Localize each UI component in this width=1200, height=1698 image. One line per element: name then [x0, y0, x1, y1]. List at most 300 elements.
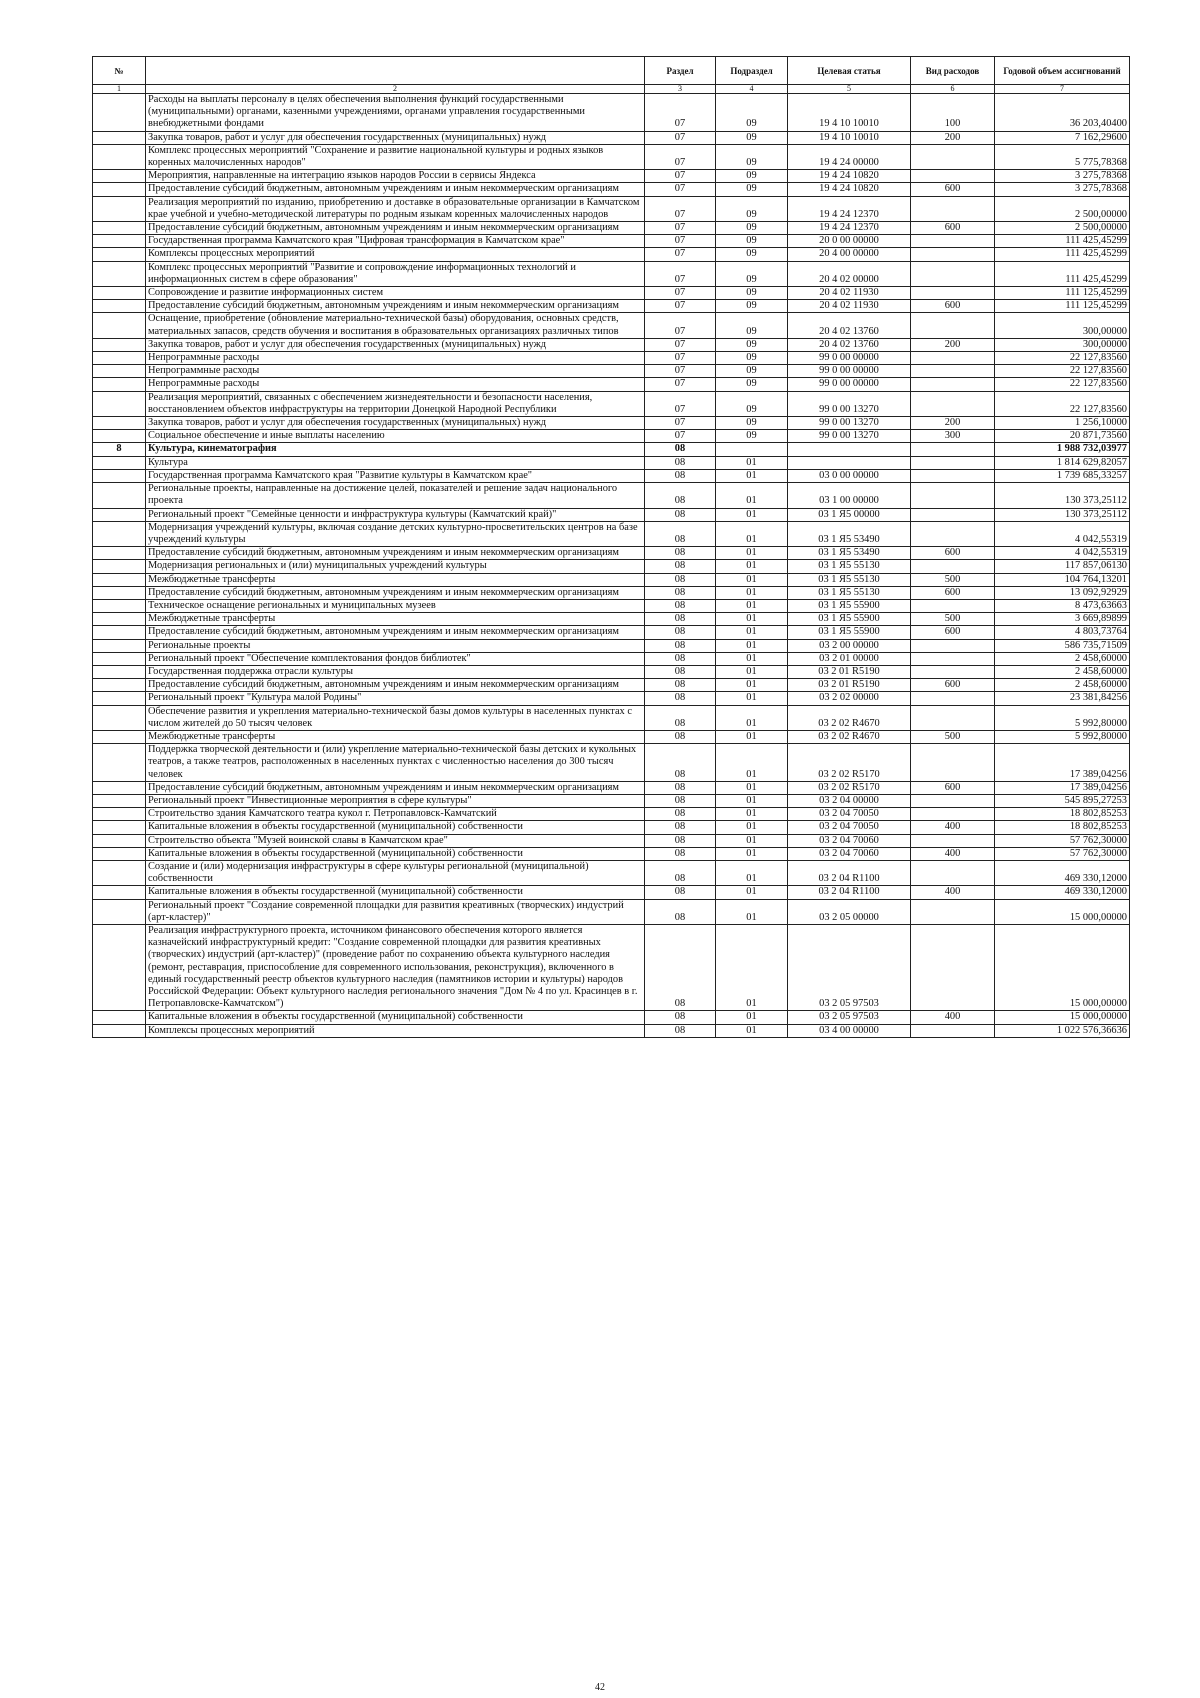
row-number [93, 1011, 146, 1024]
row-expense-type [911, 144, 995, 169]
row-number [93, 508, 146, 521]
row-name: Межбюджетные трансферты [146, 613, 645, 626]
row-subsection: 01 [716, 821, 788, 834]
row-name: Региональный проект "Создание современной площадки для развития креативных (творческих) индустрий (арт-кластер)" [146, 899, 645, 924]
row-name: Региональный проект "Инвестиционные мероприятия в сфере культуры" [146, 794, 645, 807]
row-subsection: 01 [716, 521, 788, 546]
row-amount: 111 425,45299 [995, 248, 1130, 261]
row-number [93, 692, 146, 705]
table-row [93, 821, 1130, 834]
row-name: Комплекс процессных мероприятий "Развитие и сопровождение информационных технологий и информационных систем в сфере образования" [146, 261, 645, 286]
row-amount: 18 802,85253 [995, 821, 1130, 834]
row-expense-type [911, 1024, 995, 1037]
table-row [93, 639, 1130, 652]
row-expense-type: 600 [911, 586, 995, 599]
row-section: 08 [645, 834, 716, 847]
row-name: Предоставление субсидий бюджетным, автономным учреждениям и иным некоммерческим организациям [146, 586, 645, 599]
row-target-article: 20 4 02 00000 [788, 261, 911, 286]
table-row [93, 144, 1130, 169]
table-row [93, 586, 1130, 599]
row-target-article [788, 456, 911, 469]
row-number [93, 808, 146, 821]
table-row [93, 705, 1130, 730]
row-expense-type: 600 [911, 626, 995, 639]
table-row [93, 652, 1130, 665]
row-name: Закупка товаров, работ и услуг для обеспечения государственных (муниципальных) нужд [146, 338, 645, 351]
row-section: 08 [645, 652, 716, 665]
row-name: Государственная программа Камчатского края "Развитие культуры в Камчатском крае" [146, 469, 645, 482]
row-expense-type [911, 599, 995, 612]
table-row [93, 313, 1130, 338]
row-number [93, 886, 146, 899]
row-section: 08 [645, 692, 716, 705]
row-amount: 17 389,04256 [995, 781, 1130, 794]
table-row [93, 679, 1130, 692]
row-number [93, 560, 146, 573]
row-number [93, 417, 146, 430]
row-section: 07 [645, 313, 716, 338]
row-amount: 3 275,78368 [995, 183, 1130, 196]
table-row [93, 391, 1130, 416]
row-amount: 300,00000 [995, 338, 1130, 351]
row-expense-type [911, 313, 995, 338]
table-row [93, 886, 1130, 899]
row-number [93, 679, 146, 692]
table-row [93, 417, 1130, 430]
row-subsection: 01 [716, 781, 788, 794]
row-expense-type [911, 365, 995, 378]
row-expense-type: 600 [911, 781, 995, 794]
row-expense-type: 600 [911, 679, 995, 692]
row-number [93, 860, 146, 885]
row-target-article: 19 4 24 12370 [788, 222, 911, 235]
row-expense-type [911, 287, 995, 300]
row-amount: 111 425,45299 [995, 261, 1130, 286]
row-name: Оснащение, приобретение (обновление материально-технической базы) оборудования, основных средств, материальных запасов, средств обучения и воспитания в образовательных организациях различных типов [146, 313, 645, 338]
row-target-article: 20 0 00 00000 [788, 235, 911, 248]
row-amount: 1 256,10000 [995, 417, 1130, 430]
row-section: 08 [645, 665, 716, 678]
table-row [93, 626, 1130, 639]
row-number [93, 1024, 146, 1037]
table-row [93, 613, 1130, 626]
row-expense-type: 400 [911, 821, 995, 834]
row-subsection: 01 [716, 1011, 788, 1024]
row-number [93, 794, 146, 807]
column-number: 6 [911, 85, 995, 94]
row-amount: 104 764,13201 [995, 573, 1130, 586]
row-subsection: 09 [716, 417, 788, 430]
row-expense-type: 600 [911, 222, 995, 235]
row-target-article: 20 4 02 11930 [788, 287, 911, 300]
row-subsection: 09 [716, 94, 788, 132]
table-row [93, 235, 1130, 248]
table-row [93, 287, 1130, 300]
row-amount: 22 127,83560 [995, 352, 1130, 365]
row-section: 07 [645, 365, 716, 378]
row-amount: 57 762,30000 [995, 834, 1130, 847]
row-expense-type: 400 [911, 847, 995, 860]
table-row [93, 183, 1130, 196]
row-target-article: 03 1 Я5 55900 [788, 613, 911, 626]
row-amount: 2 500,00000 [995, 196, 1130, 221]
row-number [93, 430, 146, 443]
row-number [93, 456, 146, 469]
row-number [93, 352, 146, 365]
row-target-article: 03 2 05 00000 [788, 899, 911, 924]
row-target-article: 03 1 Я5 53490 [788, 547, 911, 560]
row-section: 07 [645, 235, 716, 248]
row-target-article: 03 2 04 R1100 [788, 886, 911, 899]
row-amount: 15 000,00000 [995, 899, 1130, 924]
row-amount: 8 473,63663 [995, 599, 1130, 612]
row-section: 08 [645, 705, 716, 730]
row-target-article: 03 1 00 00000 [788, 483, 911, 508]
row-number [93, 573, 146, 586]
row-name: Региональный проект "Обеспечение комплектования фондов библиотек" [146, 652, 645, 665]
row-subsection: 09 [716, 170, 788, 183]
row-expense-type [911, 639, 995, 652]
table-row [93, 94, 1130, 132]
row-subsection: 01 [716, 860, 788, 885]
table-row [93, 196, 1130, 221]
row-section: 08 [645, 925, 716, 1011]
row-section: 07 [645, 183, 716, 196]
row-section: 08 [645, 639, 716, 652]
row-subsection: 09 [716, 338, 788, 351]
row-expense-type: 600 [911, 547, 995, 560]
row-number [93, 287, 146, 300]
row-expense-type [911, 443, 995, 456]
row-section: 08 [645, 508, 716, 521]
row-name: Региональный проект "Культура малой Родины" [146, 692, 645, 705]
row-amount: 15 000,00000 [995, 925, 1130, 1011]
column-number-row [93, 85, 1130, 94]
row-expense-type [911, 794, 995, 807]
row-number [93, 821, 146, 834]
table-row [93, 443, 1130, 456]
row-target-article: 19 4 24 00000 [788, 144, 911, 169]
row-subsection: 01 [716, 794, 788, 807]
row-section: 08 [645, 483, 716, 508]
row-expense-type [911, 521, 995, 546]
row-amount: 5 992,80000 [995, 730, 1130, 743]
row-subsection: 09 [716, 300, 788, 313]
row-expense-type: 100 [911, 94, 995, 132]
row-number [93, 183, 146, 196]
row-name: Государственная программа Камчатского края "Цифровая трансформация в Камчатском крае" [146, 235, 645, 248]
table-body [93, 94, 1130, 1038]
row-name: Непрограммные расходы [146, 352, 645, 365]
column-number: 2 [146, 85, 645, 94]
table-row [93, 456, 1130, 469]
row-expense-type [911, 665, 995, 678]
row-expense-type: 400 [911, 886, 995, 899]
row-section: 07 [645, 391, 716, 416]
row-expense-type [911, 508, 995, 521]
row-number [93, 639, 146, 652]
row-amount: 3 275,78368 [995, 170, 1130, 183]
row-name: Закупка товаров, работ и услуг для обеспечения государственных (муниципальных) нужд [146, 417, 645, 430]
row-amount: 17 389,04256 [995, 744, 1130, 782]
row-number [93, 652, 146, 665]
row-name: Реализация мероприятий по изданию, приобретению и доставке в образовательные организации в Камчатском крае учебной и учебно-методической литературы по родным языкам коренных малочисленных народов [146, 196, 645, 221]
row-target-article: 03 1 Я5 00000 [788, 508, 911, 521]
row-target-article: 19 4 24 12370 [788, 196, 911, 221]
row-number [93, 94, 146, 132]
row-number [93, 547, 146, 560]
page-number: 42 [595, 1682, 605, 1693]
row-amount: 20 871,73560 [995, 430, 1130, 443]
row-name: Предоставление субсидий бюджетным, автономным учреждениям и иным некоммерческим организациям [146, 183, 645, 196]
row-target-article: 03 1 Я5 55130 [788, 586, 911, 599]
row-amount: 18 802,85253 [995, 808, 1130, 821]
row-amount: 5 992,80000 [995, 705, 1130, 730]
row-amount: 545 895,27253 [995, 794, 1130, 807]
row-expense-type [911, 235, 995, 248]
row-subsection: 01 [716, 847, 788, 860]
row-section: 07 [645, 144, 716, 169]
table-row [93, 248, 1130, 261]
row-section: 08 [645, 744, 716, 782]
row-expense-type: 200 [911, 417, 995, 430]
table-row [93, 599, 1130, 612]
table-row [93, 300, 1130, 313]
row-section: 07 [645, 261, 716, 286]
row-subsection: 01 [716, 705, 788, 730]
row-target-article: 03 4 00 00000 [788, 1024, 911, 1037]
row-name: Капитальные вложения в объекты государственной (муниципальной) собственности [146, 886, 645, 899]
row-expense-type [911, 170, 995, 183]
row-name: Поддержка творческой деятельности и (или) укрепление материально-технической базы детских и кукольных театров, а также театров, расположенных в населенных пунктах с численностью населения до 300 тысяч человек [146, 744, 645, 782]
row-name: Региональные проекты, направленные на достижение целей, показателей и решение задач национального проекта [146, 483, 645, 508]
row-amount: 22 127,83560 [995, 378, 1130, 391]
row-target-article: 03 2 01 R5190 [788, 665, 911, 678]
row-target-article: 03 2 04 70060 [788, 847, 911, 860]
table-row [93, 508, 1130, 521]
row-amount: 5 775,78368 [995, 144, 1130, 169]
row-name: Комплекс процессных мероприятий "Сохранение и развитие национальной культуры и родных языков коренных малочисленных народов" [146, 144, 645, 169]
row-target-article: 19 4 24 10820 [788, 183, 911, 196]
row-number [93, 899, 146, 924]
row-subsection: 09 [716, 365, 788, 378]
row-expense-type [911, 560, 995, 573]
row-target-article: 19 4 24 10820 [788, 170, 911, 183]
row-expense-type: 600 [911, 300, 995, 313]
header-annual-amount: Годовой объем ассигнований [995, 57, 1130, 85]
row-name: Культура [146, 456, 645, 469]
row-section: 08 [645, 469, 716, 482]
row-number [93, 338, 146, 351]
header-row [93, 57, 1130, 85]
row-subsection: 01 [716, 456, 788, 469]
row-expense-type: 200 [911, 338, 995, 351]
table-row [93, 131, 1130, 144]
row-section: 07 [645, 131, 716, 144]
row-expense-type: 300 [911, 430, 995, 443]
row-target-article: 03 1 Я5 55900 [788, 626, 911, 639]
table-row [93, 365, 1130, 378]
row-section: 07 [645, 352, 716, 365]
row-expense-type [911, 692, 995, 705]
row-subsection: 09 [716, 144, 788, 169]
row-amount: 15 000,00000 [995, 1011, 1130, 1024]
row-subsection: 01 [716, 730, 788, 743]
row-target-article: 03 2 02 00000 [788, 692, 911, 705]
row-target-article: 99 0 00 13270 [788, 417, 911, 430]
table-row [93, 1011, 1130, 1024]
row-target-article: 03 1 Я5 55900 [788, 599, 911, 612]
row-name: Создание и (или) модернизация инфраструктуры в сфере культуры региональной (муниципальной) собственности [146, 860, 645, 885]
row-subsection: 09 [716, 378, 788, 391]
row-name: Предоставление субсидий бюджетным, автономным учреждениям и иным некоммерческим организациям [146, 781, 645, 794]
row-expense-type [911, 469, 995, 482]
row-name: Техническое оснащение региональных и муниципальных музеев [146, 599, 645, 612]
row-expense-type: 500 [911, 573, 995, 586]
header-expense-type: Вид расходов [911, 57, 995, 85]
row-subsection: 01 [716, 586, 788, 599]
table-row [93, 547, 1130, 560]
row-target-article [788, 443, 911, 456]
row-expense-type [911, 899, 995, 924]
row-number [93, 131, 146, 144]
row-number [93, 665, 146, 678]
row-expense-type: 500 [911, 613, 995, 626]
header-section: Раздел [645, 57, 716, 85]
row-subsection: 09 [716, 183, 788, 196]
table-row [93, 1024, 1130, 1037]
row-name: Строительство здания Камчатского театра кукол г. Петропавловск-Камчатский [146, 808, 645, 821]
row-expense-type [911, 261, 995, 286]
row-target-article: 03 2 05 97503 [788, 925, 911, 1011]
row-expense-type: 400 [911, 1011, 995, 1024]
table-row [93, 834, 1130, 847]
row-expense-type [911, 860, 995, 885]
row-name: Региональный проект "Семейные ценности и инфраструктура культуры (Камчатский край)" [146, 508, 645, 521]
row-name: Предоставление субсидий бюджетным, автономным учреждениям и иным некоммерческим организациям [146, 679, 645, 692]
table-row [93, 430, 1130, 443]
row-name: Государственная поддержка отрасли культуры [146, 665, 645, 678]
row-name: Непрограммные расходы [146, 378, 645, 391]
row-name: Предоставление субсидий бюджетным, автономным учреждениям и иным некоммерческим организациям [146, 626, 645, 639]
row-expense-type [911, 352, 995, 365]
row-subsection: 01 [716, 483, 788, 508]
row-target-article: 03 2 04 00000 [788, 794, 911, 807]
row-subsection: 01 [716, 508, 788, 521]
row-amount: 1 814 629,82057 [995, 456, 1130, 469]
row-amount: 7 162,29600 [995, 131, 1130, 144]
row-subsection: 01 [716, 679, 788, 692]
row-subsection: 09 [716, 131, 788, 144]
row-number [93, 365, 146, 378]
row-subsection: 01 [716, 1024, 788, 1037]
row-target-article: 20 4 02 13760 [788, 313, 911, 338]
row-section: 07 [645, 287, 716, 300]
row-subsection: 01 [716, 626, 788, 639]
table-row [93, 730, 1130, 743]
row-section: 08 [645, 847, 716, 860]
table-row [93, 665, 1130, 678]
row-name: Комплексы процессных мероприятий [146, 1024, 645, 1037]
row-subsection: 01 [716, 744, 788, 782]
row-name: Строительство объекта "Музей воинской славы в Камчатском крае" [146, 834, 645, 847]
row-subsection: 01 [716, 899, 788, 924]
table-row [93, 521, 1130, 546]
row-name: Реализация инфраструктурного проекта, источником финансового обеспечения которого является казначейский инфраструктурный кредит: "Создание современной площадки для развития креативных (творческих) индустрий (арт-кластер)" (проведение работ по сохранению объекта культурного наследия (ремонт, реставрация, приспособление для современного использования, реконструкция), включенного в единый государственный реестр объектов культурного наследия (памятников истории и культуры) народов Российской Федерации: Объект культурного наследия регионального значения "Дом № 4 по ул. Красинцев в г. Петропавловске-Камчатском") [146, 925, 645, 1011]
row-target-article: 03 0 00 00000 [788, 469, 911, 482]
row-name: Капитальные вложения в объекты государственной (муниципальной) собственности [146, 821, 645, 834]
row-target-article: 99 0 00 13270 [788, 430, 911, 443]
row-expense-type [911, 378, 995, 391]
row-number [93, 781, 146, 794]
row-subsection: 09 [716, 391, 788, 416]
row-number [93, 834, 146, 847]
row-amount: 469 330,12000 [995, 860, 1130, 885]
row-target-article: 03 2 04 70050 [788, 821, 911, 834]
table-row [93, 573, 1130, 586]
row-name: Модернизация учреждений культуры, включая создание детских культурно-просветительских центров на базе учреждений культуры [146, 521, 645, 546]
table-row [93, 222, 1130, 235]
table-row [93, 560, 1130, 573]
row-number [93, 586, 146, 599]
row-section: 08 [645, 1024, 716, 1037]
row-target-article: 03 1 Я5 55130 [788, 560, 911, 573]
row-section: 08 [645, 821, 716, 834]
row-subsection: 01 [716, 886, 788, 899]
row-name: Региональные проекты [146, 639, 645, 652]
row-number [93, 248, 146, 261]
row-target-article: 03 2 02 R5170 [788, 781, 911, 794]
row-subsection: 09 [716, 222, 788, 235]
row-section: 08 [645, 573, 716, 586]
row-name: Сопровождение и развитие информационных систем [146, 287, 645, 300]
row-target-article: 03 2 04 70060 [788, 834, 911, 847]
table-row [93, 808, 1130, 821]
row-amount: 3 669,89899 [995, 613, 1130, 626]
row-target-article: 99 0 00 00000 [788, 352, 911, 365]
row-subsection: 09 [716, 313, 788, 338]
row-target-article: 03 1 Я5 53490 [788, 521, 911, 546]
row-subsection: 09 [716, 287, 788, 300]
row-subsection: 01 [716, 613, 788, 626]
row-section: 08 [645, 781, 716, 794]
table-row [93, 338, 1130, 351]
table-row [93, 352, 1130, 365]
row-section: 07 [645, 378, 716, 391]
row-target-article: 99 0 00 00000 [788, 365, 911, 378]
row-amount: 13 092,92929 [995, 586, 1130, 599]
row-amount: 111 425,45299 [995, 235, 1130, 248]
row-number [93, 705, 146, 730]
row-subsection [716, 443, 788, 456]
row-number [93, 196, 146, 221]
row-target-article: 20 4 00 00000 [788, 248, 911, 261]
row-section: 08 [645, 586, 716, 599]
row-amount: 2 458,60000 [995, 679, 1130, 692]
row-number [93, 313, 146, 338]
row-target-article: 03 2 00 00000 [788, 639, 911, 652]
row-number [93, 391, 146, 416]
row-section: 08 [645, 808, 716, 821]
row-number [93, 483, 146, 508]
row-target-article: 03 2 04 70050 [788, 808, 911, 821]
row-name: Непрограммные расходы [146, 365, 645, 378]
row-expense-type [911, 391, 995, 416]
row-section: 08 [645, 899, 716, 924]
row-amount: 469 330,12000 [995, 886, 1130, 899]
row-expense-type [911, 705, 995, 730]
row-subsection: 01 [716, 547, 788, 560]
